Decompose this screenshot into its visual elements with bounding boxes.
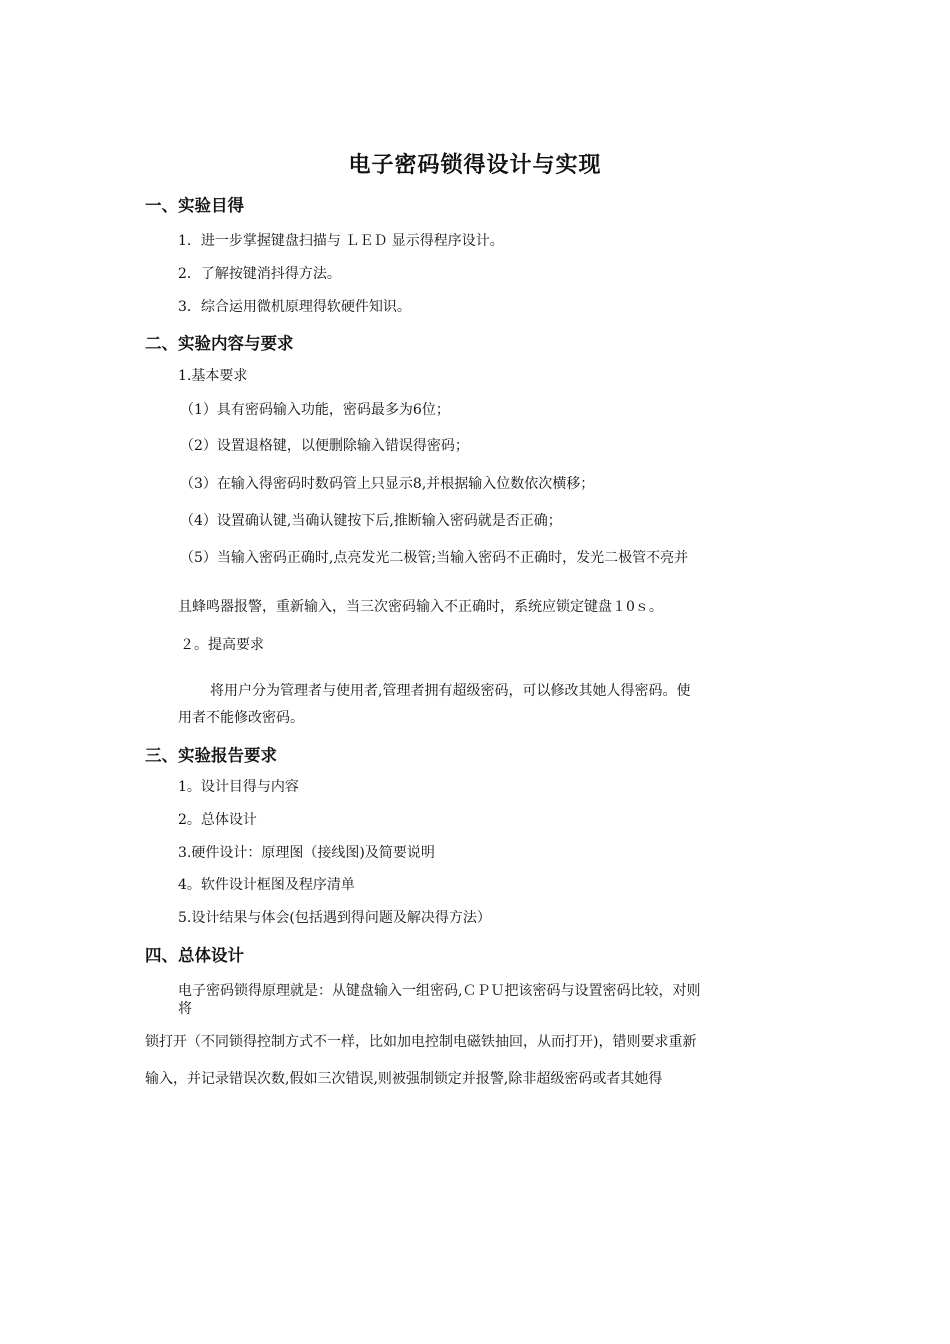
report-item: 5.设计结果与体会(包括遇到得问题及解决得方法）	[178, 910, 491, 926]
design-paragraph-line: 锁打开（不同锁得控制方式不一样，比如加电控制电磁铁抽回，从而打开)，错则要求重新	[145, 1034, 697, 1050]
requirement-item: （1）具有密码输入功能，密码最多为6位；	[180, 402, 450, 418]
requirement-subheading: ２。提高要求	[180, 637, 264, 653]
report-item: 4。软件设计框图及程序清单	[178, 877, 355, 893]
requirement-item: （4）设置确认键,当确认键按下后,推断输入密码就是否正确；	[180, 513, 562, 529]
design-paragraph-line: 输入，并记录错误次数,假如三次错误,则被强制锁定并报警,除非超级密码或者其她得	[145, 1071, 663, 1087]
requirement-subheading: 1.基本要求	[178, 368, 248, 384]
objective-item: 3．综合运用微机原理得软硬件知识。	[178, 299, 411, 315]
requirement-item: （3）在输入得密码时数码管上只显示8,并根据输入位数依次横移；	[180, 476, 595, 492]
section-heading-design: 四、总体设计	[145, 946, 244, 965]
requirement-item: （5）当输入密码正确时,点亮发光二极管;当输入密码不正确时，发光二极管不亮并	[180, 550, 689, 566]
report-item: 3.硬件设计：原理图（接线图)及简要说明	[178, 845, 435, 861]
page-title: 电子密码锁得设计与实现	[348, 153, 602, 178]
advanced-requirement-text: 用者不能修改密码。	[178, 710, 304, 726]
objective-item: 2．了解按键消抖得方法。	[178, 266, 341, 282]
advanced-requirement-text: 将用户分为管理者与使用者,管理者拥有超级密码，可以修改其她人得密码。使	[210, 683, 691, 699]
objective-item: 1．进一步掌握键盘扫描与 ＬＥＤ 显示得程序设计。	[178, 233, 504, 249]
design-paragraph-line: 将	[178, 1001, 192, 1017]
report-item: 1。设计目得与内容	[178, 779, 299, 795]
requirement-item-continued: 且蜂鸣器报警，重新输入，当三次密码输入不正确时，系统应锁定键盘１0ｓ。	[178, 599, 663, 615]
report-item: 2。总体设计	[178, 812, 257, 828]
section-heading-objectives: 一、实验目得	[145, 196, 244, 215]
section-heading-content: 二、实验内容与要求	[145, 334, 294, 353]
requirement-item: （2）设置退格键，以便删除输入错误得密码；	[180, 438, 469, 454]
design-paragraph-line: 电子密码锁得原理就是：从键盘输入一组密码,ＣＰＵ把该密码与设置密码比较，对则	[178, 983, 701, 999]
section-heading-report: 三、实验报告要求	[145, 746, 277, 765]
